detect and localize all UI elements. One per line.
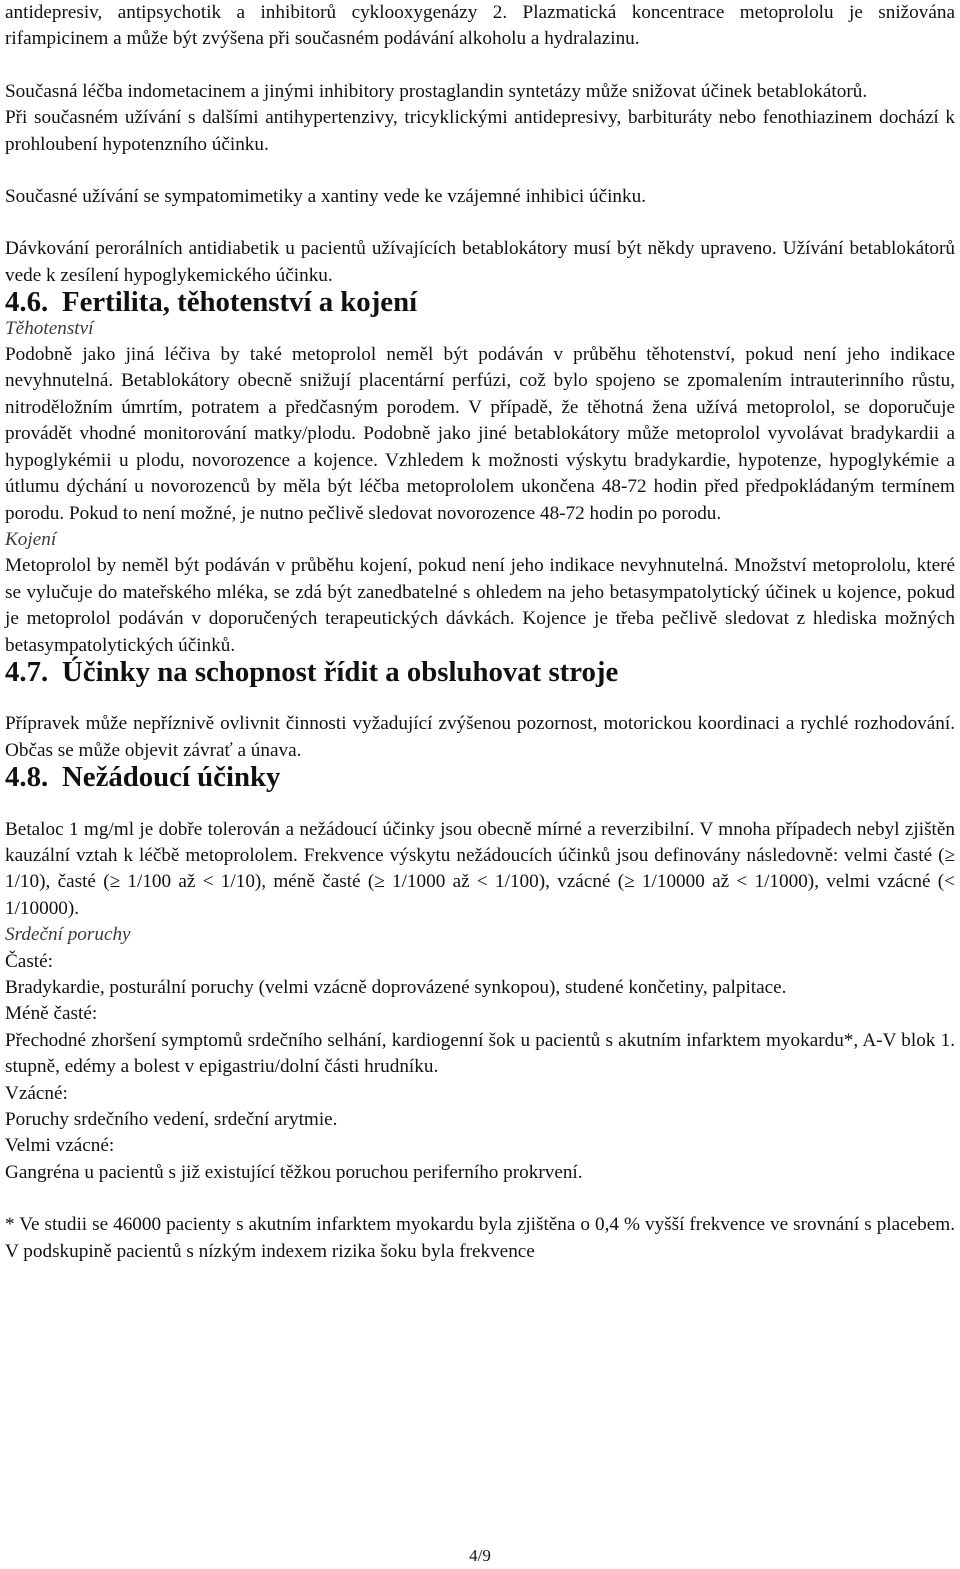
page-number: 4/9	[469, 1546, 491, 1565]
frequency-label: Časté:	[5, 950, 53, 972]
paragraph-antidiabetics: Dávkování perorálních antidiabetik u pacientů užívajících betablokátory musí být někdy upraveno. Užívání betablokátorů vede k zesílení hypoglykemického účinku.	[5, 238, 955, 286]
subheading-kojeni: Kojení	[5, 528, 57, 550]
paragraph-interactions-continued: antidepresiv, antipsychotik a inhibitorů cyklooxygenázy 2. Plazmatická koncentrace metoprololu je snižována rifampicinem a může být zvýšena při současném podávání alkoholu a hydralazinu.	[5, 2, 955, 50]
frequency-text: Poruchy srdečního vedení, srdeční arytmie.	[5, 1109, 338, 1131]
document-page	[5, 0, 955, 1265]
frequency-label: Vzácné:	[5, 1082, 68, 1104]
section-number: 4.8.	[5, 761, 49, 794]
paragraph-driving: Přípravek může nepříznivě ovlivnit činnosti vyžadující zvýšenou pozornost, motorickou koordinaci a rychlé rozhodování. Občas se může objevit závrať a únava.	[5, 713, 955, 761]
paragraph-tehotenstvi: Podobně jako jiná léčiva by také metoprolol neměl být podáván v průběhu těhotenství, pokud není jeho indikace nevyhnutelná. Betablokátory obecně snižují placentární perfúzi, což bylo spojeno se zpomalením intrauterinního růstu, nitroděložním úmrtím, potratem a předčasným porodem. V případě, že těhotná žena užívá metoprolol, se doporučuje provádět vhodné monitorování matky/plodu. Podobně jako jiné betablokátory může metoprolol vyvolávat bradykardii a hypoglykémii u plodu, novorozence a kojence. Vzhledem k možnosti výskytu bradykardie, hypotenze, hypoglykémie a útlumu dýchání u novorozenců by měla být léčba metoprololem ukončena 48-72 hodin před předpokládaným termínem porodu. Pokud to není možné, je nutno pečlivě sledovat novorozence 48-72 hodin po porodu.	[5, 344, 955, 524]
section-title: Fertilita, těhotenství a kojení	[62, 286, 418, 319]
section-heading-4-7	[5, 655, 955, 688]
frequency-text: Bradykardie, posturální poruchy (velmi vzácně doprovázené synkopou), studené končetiny, palpitace.	[5, 977, 787, 998]
frequency-list	[5, 949, 955, 1187]
paragraph-indometacin: Současná léčba indometacinem a jinými inhibitory prostaglandin syntetázy může snižovat účinek betablokátorů.	[5, 80, 868, 102]
section-title: Nežádoucí účinky	[62, 761, 281, 794]
frequency-label: Velmi vzácné:	[5, 1135, 115, 1157]
section-heading-4-8	[5, 761, 955, 794]
section-heading-4-6	[5, 286, 955, 319]
subheading-tehotenstvi: Těhotenství	[5, 317, 94, 339]
paragraph-adverse-effects: Betaloc 1 mg/ml je dobře tolerován a nežádoucí účinky jsou obecně mírné a reverzibilní. V mnoha případech nebyl zjištěn kauzální vztah k léčbě metoprololem. Frekvence výskytu nežádoucích účinků jsou definovány následovně: velmi časté (≥ 1/10), časté (≥ 1/100 až < 1/10), méně časté (≥ 1/1000 až < 1/100), vzácné (≥ 1/10000 až < 1/1000), velmi vzácné (< 1/10000).	[5, 818, 955, 919]
paragraph-antihypertensives: Při současném užívání s dalšími antihypertenzivy, tricyklickými antidepresivy, barbituráty nebo fenothiazinem dochází k prohloubení hypotenzního účinku.	[5, 107, 955, 155]
subheading-cardiac-disorders: Srdeční poruchy	[5, 924, 131, 946]
frequency-text: Přechodné zhoršení symptomů srdečního selhání, kardiogenní šok u pacientů s akutním infarktem myokardu*, A-V blok 1. stupně, edémy a bolest v epigastriu/dolní části hrudníku.	[5, 1029, 955, 1078]
paragraph-kojeni: Metoprolol by neměl být podáván v průběhu kojení, pokud není jeho indikace nevyhnutelná. Množství metoprololu, které se vylučuje do mateřského mléka, se zdá být zanedbatelné s ohledem na jeho betasympatolytický účinek u kojence, pokud je metoprolol podáván v doporučených terapeutických dávkách. Kojence je třeba pečlivě sledovat z hlediska možných betasympatolytických účinků.	[5, 555, 955, 656]
section-number: 4.6.	[5, 286, 49, 319]
footnote: * Ve studii se 46000 pacienty s akutním infarktem myokardu byla zjištěna o 0,4 % vyšší frekvence ve srovnání s placebem. V podskupině pacientů s nízkým indexem rizika šoku byla frekvence	[5, 1214, 955, 1262]
section-number: 4.7.	[5, 655, 49, 688]
paragraph-sympathomimetics: Současné užívání se sympatomimetiky a xantiny vede ke vzájemné inhibici účinku.	[5, 186, 647, 208]
frequency-text: Gangréna u pacientů s již existující těžkou poruchou periferního prokrvení.	[5, 1161, 583, 1183]
section-title: Účinky na schopnost řídit a obsluhovat stroje	[62, 655, 619, 688]
frequency-label: Méně časté:	[5, 1003, 98, 1025]
